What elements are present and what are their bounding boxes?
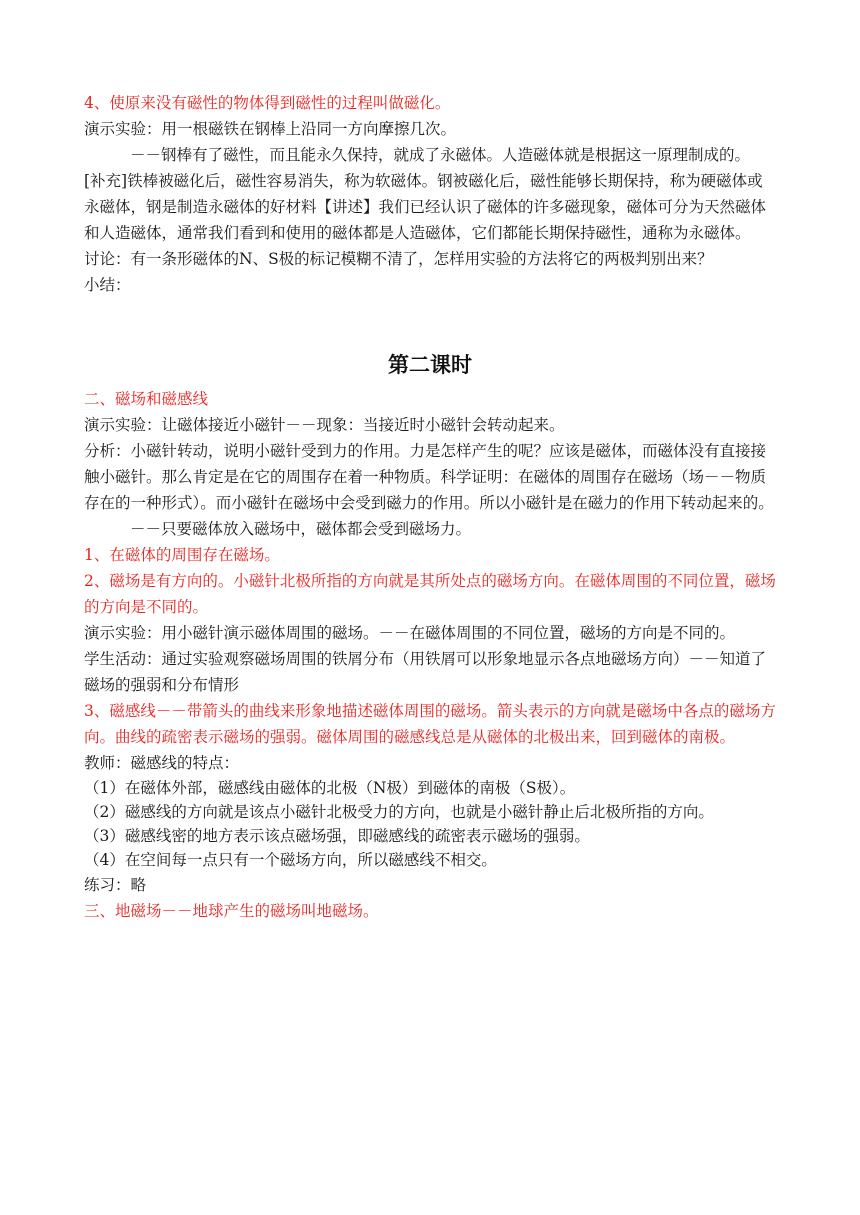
supplement-paragraph: [补充]铁棒被磁化后，磁性容易消失，称为软磁体。钢被磁化后，磁性能够长期保持，称为硬磁体或永磁体，钢是制造永磁体的好材料【讲述】我们已经认识了磁体的许多磁现象，磁体可分为天然磁体和人造磁体，通常我们看到和使用的磁体都是人造磁体，它们都能长期保持磁性，通称为永磁体。 <box>84 172 767 242</box>
feature-item: （3）磁感线密的地方表示该点磁场强，即磁感线的疏密表示磁场的强弱。 <box>84 827 590 845</box>
student-activity: 学生活动：通过实验观察磁场周围的铁屑分布（用铁屑可以形象地显示各点地磁场方向）－－知道了磁场的强弱和分布情形 <box>84 650 767 694</box>
teacher-features-label: 教师：磁感线的特点： <box>84 754 240 772</box>
heading-magnetic-field: 二、磁场和磁感线 <box>84 390 209 408</box>
point-2: 2、磁场是有方向的。小磁针北极所指的方向就是其所处点的磁场方向。在磁体周围的不同位置，磁场的方向是不同的。 <box>84 572 776 616</box>
demo-experiment-compass: 演示实验：让磁体接近小磁针－－现象：当接近时小磁针会转动起来。 <box>84 416 565 434</box>
feature-item: （4）在空间每一点只有一个磁场方向，所以磁感线不相交。 <box>84 851 497 869</box>
exercise-label: 练习：略 <box>84 876 147 894</box>
steel-rod-result: －－钢棒有了磁性，而且能永久保持，就成了永磁体。人造磁体就是根据这一原理制成的。 <box>130 146 751 164</box>
feature-item: （2）磁感线的方向就是该点小磁针北极受力的方向，也就是小磁针静止后北极所指的方向。 <box>84 803 714 821</box>
section-spacer <box>84 298 776 350</box>
discussion-paragraph: 讨论：有一条形磁体的N、S极的标记模糊不清了，怎样用实验的方法将它的两极判别出来？ <box>84 250 713 268</box>
point-1: 1、在磁体的周围存在磁场。 <box>84 546 280 564</box>
summary-label: 小结： <box>84 276 131 294</box>
heading-earth-magnetic-field: 三、地磁场－－地球产生的磁场叫地磁场。 <box>84 902 379 920</box>
analysis-result: －－只要磁体放入磁场中，磁体都会受到磁场力。 <box>130 520 472 538</box>
heading-magnetization: 4、使原来没有磁性的物体得到磁性的过程叫做磁化。 <box>84 94 451 112</box>
demo-experiment-field-direction: 演示实验：用小磁针演示磁体周围的磁场。－－在磁体周围的不同位置，磁场的方向是不同的。 <box>84 624 736 642</box>
document-page <box>84 90 776 924</box>
analysis-paragraph: 分析：小磁针转动，说明小磁针受到力的作用。力是怎样产生的呢？应该是磁体，而磁体没有直接接触小磁针。那么肯定是在它的周围存在着一种物质。科学证明：在磁体的周围存在磁场（场－－物质存在的一种形式）。而小磁针在磁场中会受到磁力的作用。所以小磁针是在磁力的作用下转动起来的。 <box>84 442 774 512</box>
lesson-title: 第二课时 <box>388 352 472 377</box>
feature-item: （1）在磁体外部，磁感线由磁体的北极（N极）到磁体的南极（S极）。 <box>84 779 576 797</box>
point-3: 3、磁感线－－带箭头的曲线来形象地描述磁体周围的磁场。箭头表示的方向就是磁场中各点的磁场方向。曲线的疏密表示磁场的强弱。磁体周围的磁感线总是从磁体的北极出来，回到磁体的南极。 <box>84 702 776 746</box>
demo-experiment-steel-rod: 演示实验：用一根磁铁在钢棒上沿同一方向摩擦几次。 <box>84 120 457 138</box>
